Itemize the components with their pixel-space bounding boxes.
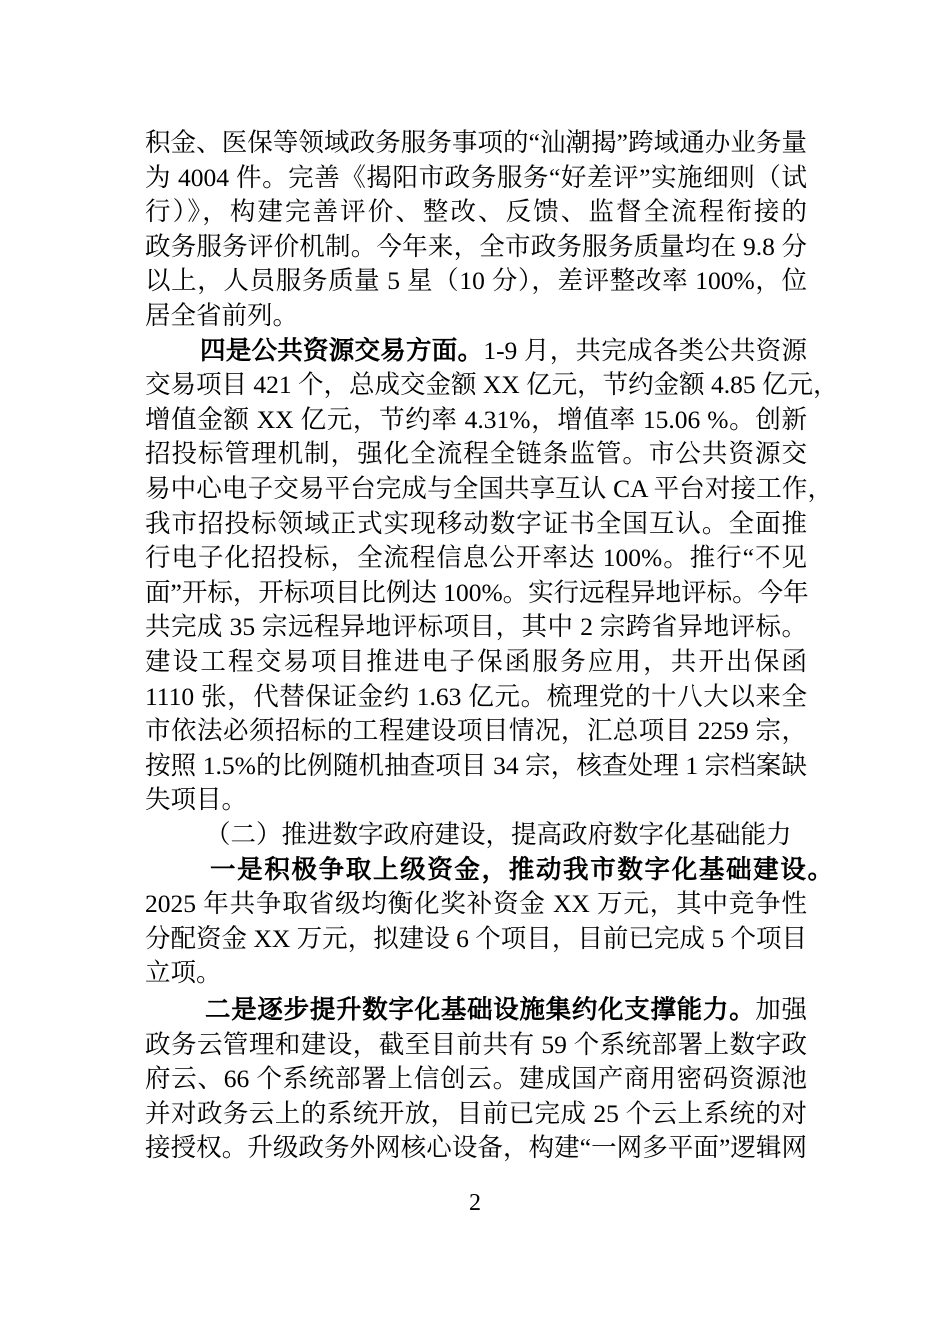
line-text: 1110 张，代替保证金约 1.63 亿元。梳理党的十八大以来全 [145,681,807,711]
line-text: 交易项目 421 个，总成交金额 XX 亿元，节约金额 4.85 亿元， [145,370,839,400]
text-line [210,853,833,887]
line-text: 1-9 月，共完成各类公共资源 [483,335,807,365]
text-line [145,507,807,541]
line-text: 共完成 35 宗远程异地评标项目，其中 2 宗跨省异地评标。 [145,612,807,642]
line-text: 积金、医保等领域政务服务事项的“汕潮揭”跨域通办业务量 [145,128,807,157]
page-number: 2 [469,1190,481,1216]
text-line [145,299,807,333]
bold-heading: 一是积极争取上级资金，推动我市数字化基础建设。 [210,854,833,884]
line-text: 并对政务云上的系统开放，目前已完成 25 个云上系统的对 [145,1098,807,1128]
text-line [145,195,807,229]
text-line [145,714,807,748]
text-line [145,610,807,644]
line-text: 接授权。升级政务外网核心设备，构建“一网多平面”逻辑网 [145,1133,807,1163]
line-text: 分配资金 XX 万元，拟建设 6 个项目，目前已完成 5 个项目 [145,923,807,953]
text-line [145,1028,807,1062]
text-line [145,887,807,921]
bold-heading: 二是逐步提升数字化基础设施集约化支撑能力。 [205,995,756,1024]
text-line [145,576,807,610]
line-text: 市依法必须招标的工程建设项目情况，汇总项目 2259 宗， [145,716,807,746]
line-text: 行）》，构建完善评价、整改、反馈、监督全流程衔接的 [145,197,807,227]
text-line [145,922,807,956]
line-text: 以上，人员服务质量 5 星（10 分），差评整改率 100%，位 [145,266,807,296]
line-text: 2025 年共争取省级均衡化奖补资金 XX 万元，其中竞争性 [145,889,807,919]
bold-heading: 四是公共资源交易方面。 [200,335,484,365]
line-text: 加强 [755,995,807,1024]
line-text: 行电子化招投标，全流程信息公开率达 100%。推行“不见 [145,543,807,573]
line-text: 按照 1.5%的比例随机抽查项目 34 宗，核查处理 1 宗档案缺 [145,750,807,780]
text-line [145,680,807,714]
line-text: 易中心电子交易平台完成与全国共享互认 CA 平台对接工作， [145,474,833,503]
line-text: （二）推进数字政府建设，提高政府数字化基础能力 [205,820,792,849]
text-line [205,818,807,852]
line-text: 政务服务评价机制。今年来，全市政务服务质量均在 9.8 分 [145,231,807,261]
line-text: 增值金额 XX 亿元，节约率 4.31%，增值率 15.06 %。创新 [145,404,807,434]
text-line [145,230,807,264]
text-line [145,541,807,575]
line-text: 居全省前列。 [145,301,299,330]
text-line [145,749,807,783]
text-line [145,437,807,471]
text-line [145,1131,807,1165]
text-line [145,264,807,298]
text-line [145,783,807,817]
text-line [145,1097,807,1131]
text-line [145,472,833,506]
text-line [200,334,807,368]
text-line [145,161,807,195]
line-text: 为 4004 件。完善《揭阳市政务服务“好差评”实施细则（试 [145,162,807,192]
line-text: 失项目。 [145,785,248,815]
line-text: 立项。 [145,958,222,988]
text-line [145,956,807,990]
text-line [145,368,839,402]
line-text: 府云、66 个系统部署上信创云。建成国产商用密码资源池 [145,1064,807,1094]
text-line [145,1062,807,1096]
text-line [145,126,807,160]
text-line [145,645,807,679]
line-text: 建设工程交易项目推进电子保函服务应用，共开出保函 [145,647,807,676]
text-line [205,993,807,1027]
line-text: 政务云管理和建设，截至目前共有 59 个系统部署上数字政 [145,1029,807,1059]
line-text: 我市招投标领域正式实现移动数字证书全国互认。全面推 [145,508,807,538]
line-text: 招投标管理机制，强化全流程全链条监管。市公共资源交 [145,439,807,469]
text-line [145,403,807,437]
line-text: 面”开标，开标项目比例达 100%。实行远程异地评标。今年 [145,577,809,607]
